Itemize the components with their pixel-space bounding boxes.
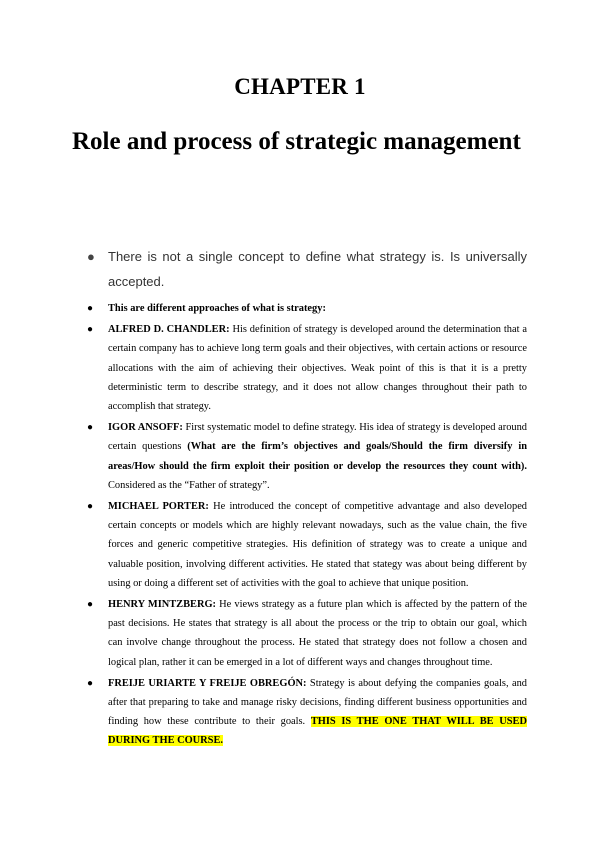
item-lead: ALFRED D. CHANDLER:	[108, 324, 230, 336]
item-lead: HENRY MINTZBERG:	[108, 599, 217, 611]
bullet-icon: ●	[87, 677, 94, 689]
list-item: ● There is not a single concept to define what strategy is. Is universally accepted.	[87, 244, 527, 294]
list-item: ● FREIJE URIARTE Y FREIJE OBREGÓN: Strategy is about defying the companies goals, and after that preparing to take and manage risky decisions, finding different business opportunities and finding how these contribute to their goals. THIS IS THE ONE THAT WILL BE USED DURING THE COURSE.	[87, 674, 527, 751]
bullet-icon: ●	[87, 501, 94, 513]
bullet-icon: ●	[87, 324, 94, 336]
item-lead: MICHAEL PORTER:	[108, 501, 209, 513]
list-item: ● MICHAEL PORTER: He introduced the concept of competitive advantage and also developed certain concepts or models which are highly relevant nowadays, such as the value chain, the five forces and generic competitive strategies. His definition of strategy was to create a unique and valuable position, involving different activities. He stated that stategy was about being different by using or doing a different set of activities with the goal to achieve that unique position.	[87, 497, 527, 593]
list-item: ● This are different approaches of what is strategy:	[87, 299, 527, 318]
bullet-icon: ●	[87, 303, 94, 314]
bullet-icon: ●	[87, 249, 95, 264]
list-item: ● ALFRED D. CHANDLER: His definition of strategy is developed around the determination that a certain company has to achieve long term goals and their objectives, with certain actions or resource allocations with the aim of achieving their objectives. Weak point of this is that it is a pretty deterministic term to describe strategy, and it does not allow changes throughout their path to accomplish that strategy.	[87, 320, 527, 416]
bullet-icon: ●	[87, 599, 94, 611]
bullet-list	[87, 244, 527, 753]
list-item: ● HENRY MINTZBERG: He views strategy as a future plan which is affected by the pattern of the past decisions. He states that strategy is all about the process or the trip to obtain our goal, which can involve change throughout the process. He stated that strategy does not follow a chosen and logical plan, rather it can be emerged in a lot of different ways and changes throughout time.	[87, 595, 527, 672]
list-item: ● IGOR ANSOFF: First systematic model to define strategy. His idea of strategy is developed around certain questions (What are the firm’s objectives and goals/Should the firm diversify in areas/How should the firm exploit their position or develop the resources they count with). Considered as the “Father of strategy”.	[87, 418, 527, 495]
highlighted-note: THIS IS THE ONE THAT WILL BE USED DURING THE COURSE.	[108, 716, 527, 747]
page-title: Role and process of strategic management	[72, 128, 521, 155]
chapter-heading: CHAPTER 1	[234, 74, 366, 99]
item-lead: FREIJE URIARTE Y FREIJE OBREGÓN:	[108, 677, 307, 689]
item-lead: IGOR ANSOFF:	[108, 422, 183, 434]
bullet-icon: ●	[87, 422, 94, 434]
